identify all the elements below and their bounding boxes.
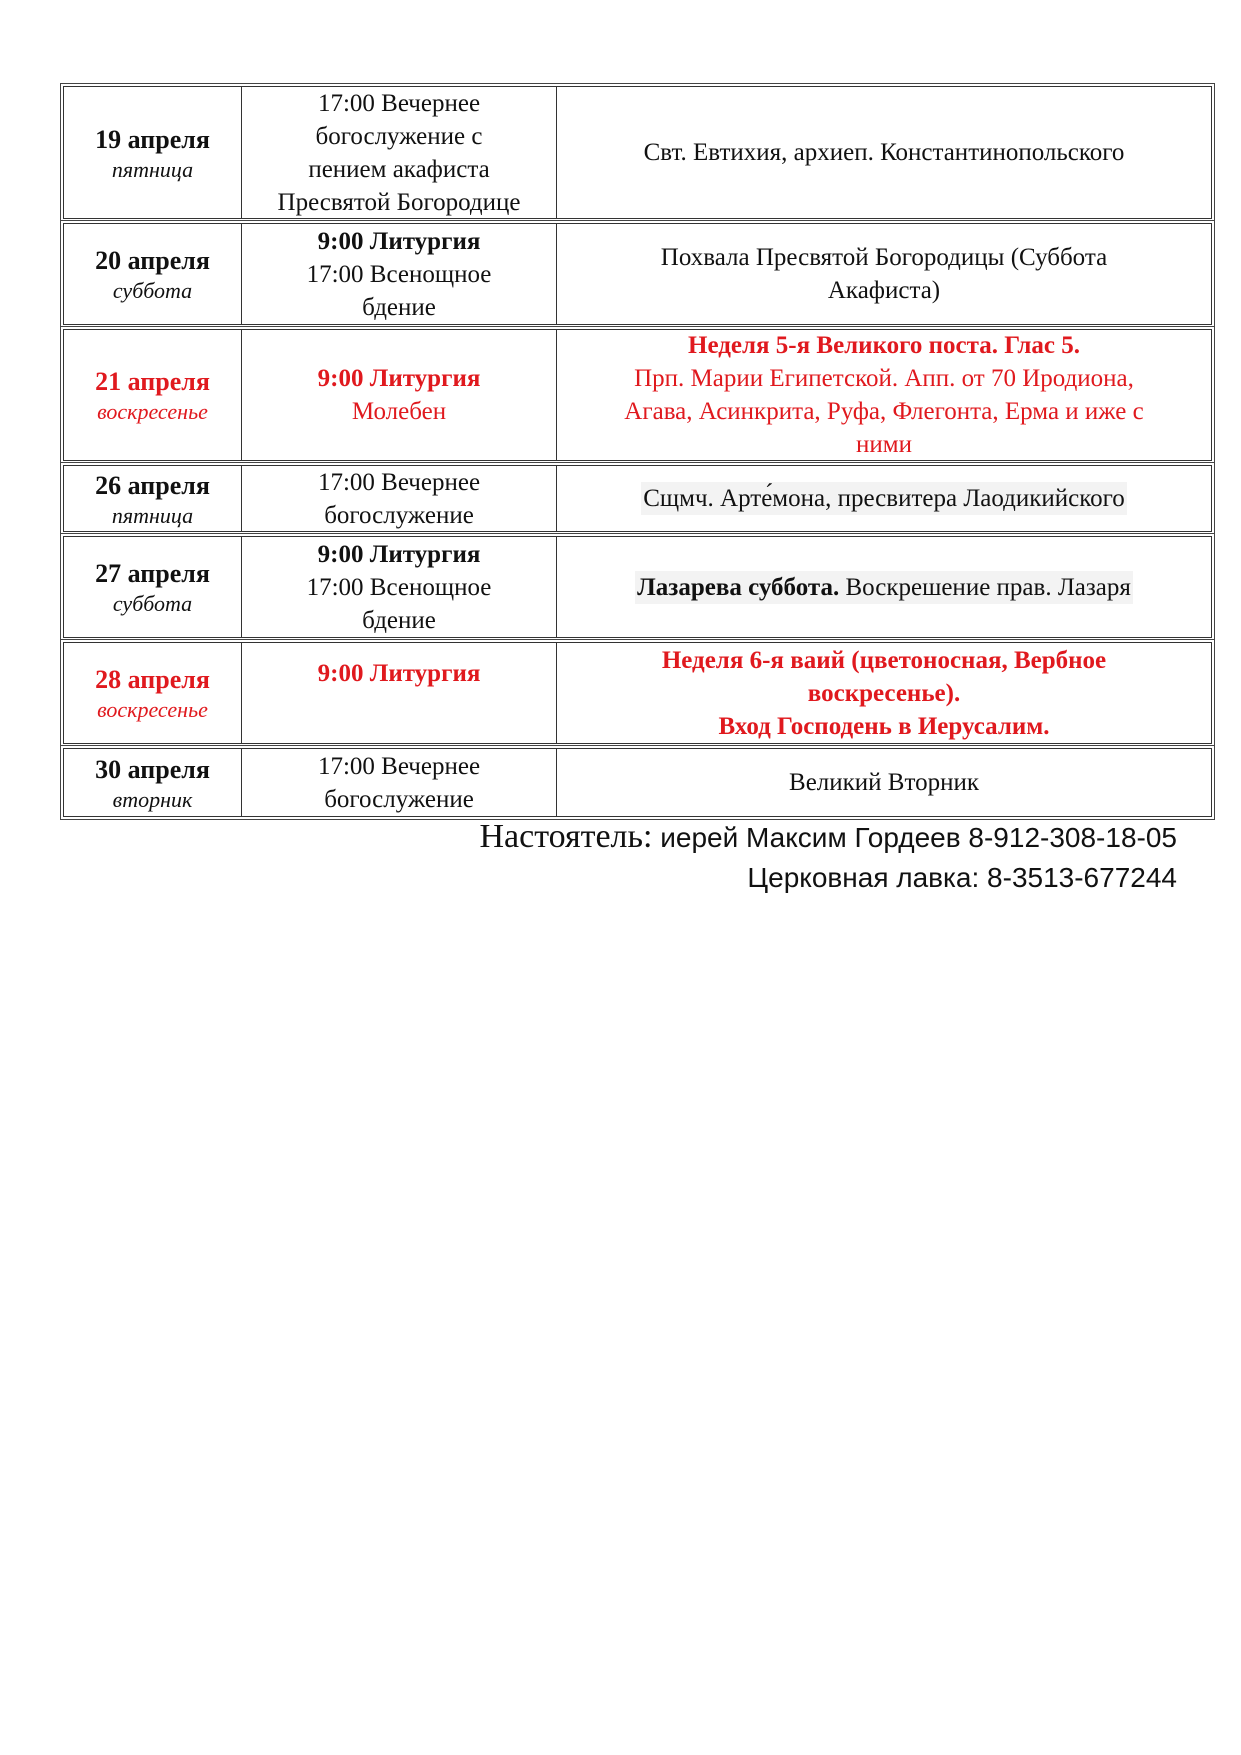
date: 28 апреля — [95, 665, 210, 694]
weekday: воскресенье — [97, 697, 208, 722]
feast-line: Неделя 6-я ваий (цветоносная, Вербное — [661, 646, 1107, 674]
feast-cell — [557, 87, 1211, 218]
service-line: Молебен — [351, 398, 447, 425]
service-cell — [242, 87, 557, 218]
service-line: бдение — [362, 293, 436, 321]
date-cell — [64, 87, 242, 218]
date-cell — [64, 537, 242, 637]
church-shop-contact: Церковная лавка: 8-3513-677244 — [747, 862, 1177, 893]
date: 19 апреля — [95, 124, 210, 154]
feast-line: ними — [856, 431, 912, 458]
date-cell — [64, 330, 242, 460]
table-row — [63, 748, 1212, 817]
date-cell — [64, 749, 242, 816]
table-row — [63, 223, 1212, 325]
date-cell — [64, 224, 242, 324]
date: 27 апреля — [95, 559, 210, 588]
table-row — [63, 465, 1212, 532]
feast-text: Сщмч. Арте́мона, пресвитера Лаодикийского — [641, 482, 1127, 515]
feast-title: Неделя 5-я Великого поста. Глас 5. — [688, 332, 1080, 359]
service-line: богослужение с — [315, 122, 483, 150]
date: 21 апреля — [95, 367, 210, 396]
liturgy-line: 9:00 Литургия — [317, 227, 481, 255]
weekday: воскресенье — [97, 399, 208, 424]
liturgy-line: 9:00 Литургия — [317, 365, 481, 392]
feast-line: Вход Господень в Иерусалим. — [718, 712, 1050, 740]
feast-text: Свт. Евтихия, архиеп. Константинопольского — [643, 139, 1125, 166]
schedule-table — [63, 86, 1212, 821]
weekday: суббота — [112, 591, 193, 616]
feast-subtitle: Воскрешение прав. Лазаря — [839, 573, 1131, 601]
service-line: Пресвятой Богородице — [277, 188, 521, 216]
liturgy-line: 9:00 Литургия — [317, 540, 481, 568]
table-row — [63, 642, 1212, 744]
feast-cell — [557, 330, 1211, 460]
service-line: богослужение — [324, 501, 474, 529]
service-line: 17:00 Всенощное — [306, 573, 492, 601]
feast-line: Акафиста) — [827, 277, 941, 304]
weekday: пятница — [111, 156, 194, 182]
service-line: бдение — [362, 606, 436, 634]
feast-line: Прп. Марии Египетской. Апп. от 70 Иродиона, — [634, 365, 1134, 392]
date: 30 апреля — [95, 754, 210, 784]
feast-text — [635, 571, 1133, 604]
feast-cell — [557, 537, 1211, 637]
service-cell — [242, 749, 557, 816]
date: 20 апреля — [95, 246, 210, 275]
service-line: богослужение — [324, 785, 474, 813]
service-cell — [242, 537, 557, 637]
table-row — [63, 86, 1212, 219]
date-cell — [64, 643, 242, 743]
weekday: суббота — [112, 278, 193, 303]
service-cell — [242, 466, 557, 531]
service-cell — [242, 224, 557, 324]
weekday: вторник — [112, 786, 193, 812]
rector-label: Настоятель: — [479, 818, 653, 855]
service-line: 17:00 Всенощное — [306, 260, 492, 288]
service-line: 17:00 Вечернее — [317, 752, 481, 780]
weekday: пятница — [111, 502, 194, 528]
service-line: 17:00 Вечернее — [317, 468, 481, 496]
date: 26 апреля — [95, 470, 210, 500]
service-line: пением акафиста — [308, 155, 490, 183]
feast-line: Похвала Пресвятой Богородицы (Суббота — [660, 244, 1108, 271]
date-cell — [64, 466, 242, 531]
feast-text: Великий Вторник — [789, 769, 979, 796]
feast-cell — [557, 224, 1211, 324]
liturgy-line: 9:00 Литургия — [317, 660, 481, 687]
feast-line: Агава, Асинкрита, Руфа, Флегонта, Ерма и иже с — [624, 398, 1144, 425]
service-cell — [242, 330, 557, 460]
feast-cell — [557, 749, 1211, 816]
service-line: 17:00 Вечернее — [317, 89, 481, 117]
rector-contact — [479, 818, 1177, 856]
feast-title: Лазарева суббота. — [637, 573, 840, 601]
feast-cell — [557, 466, 1211, 531]
feast-cell — [557, 643, 1211, 743]
table-row — [63, 329, 1212, 461]
service-cell — [242, 643, 557, 743]
feast-line: воскресенье). — [807, 679, 961, 707]
rector-name-phone: иерей Максим Гордеев 8-912-308-18-05 — [652, 822, 1177, 853]
table-row — [63, 536, 1212, 638]
